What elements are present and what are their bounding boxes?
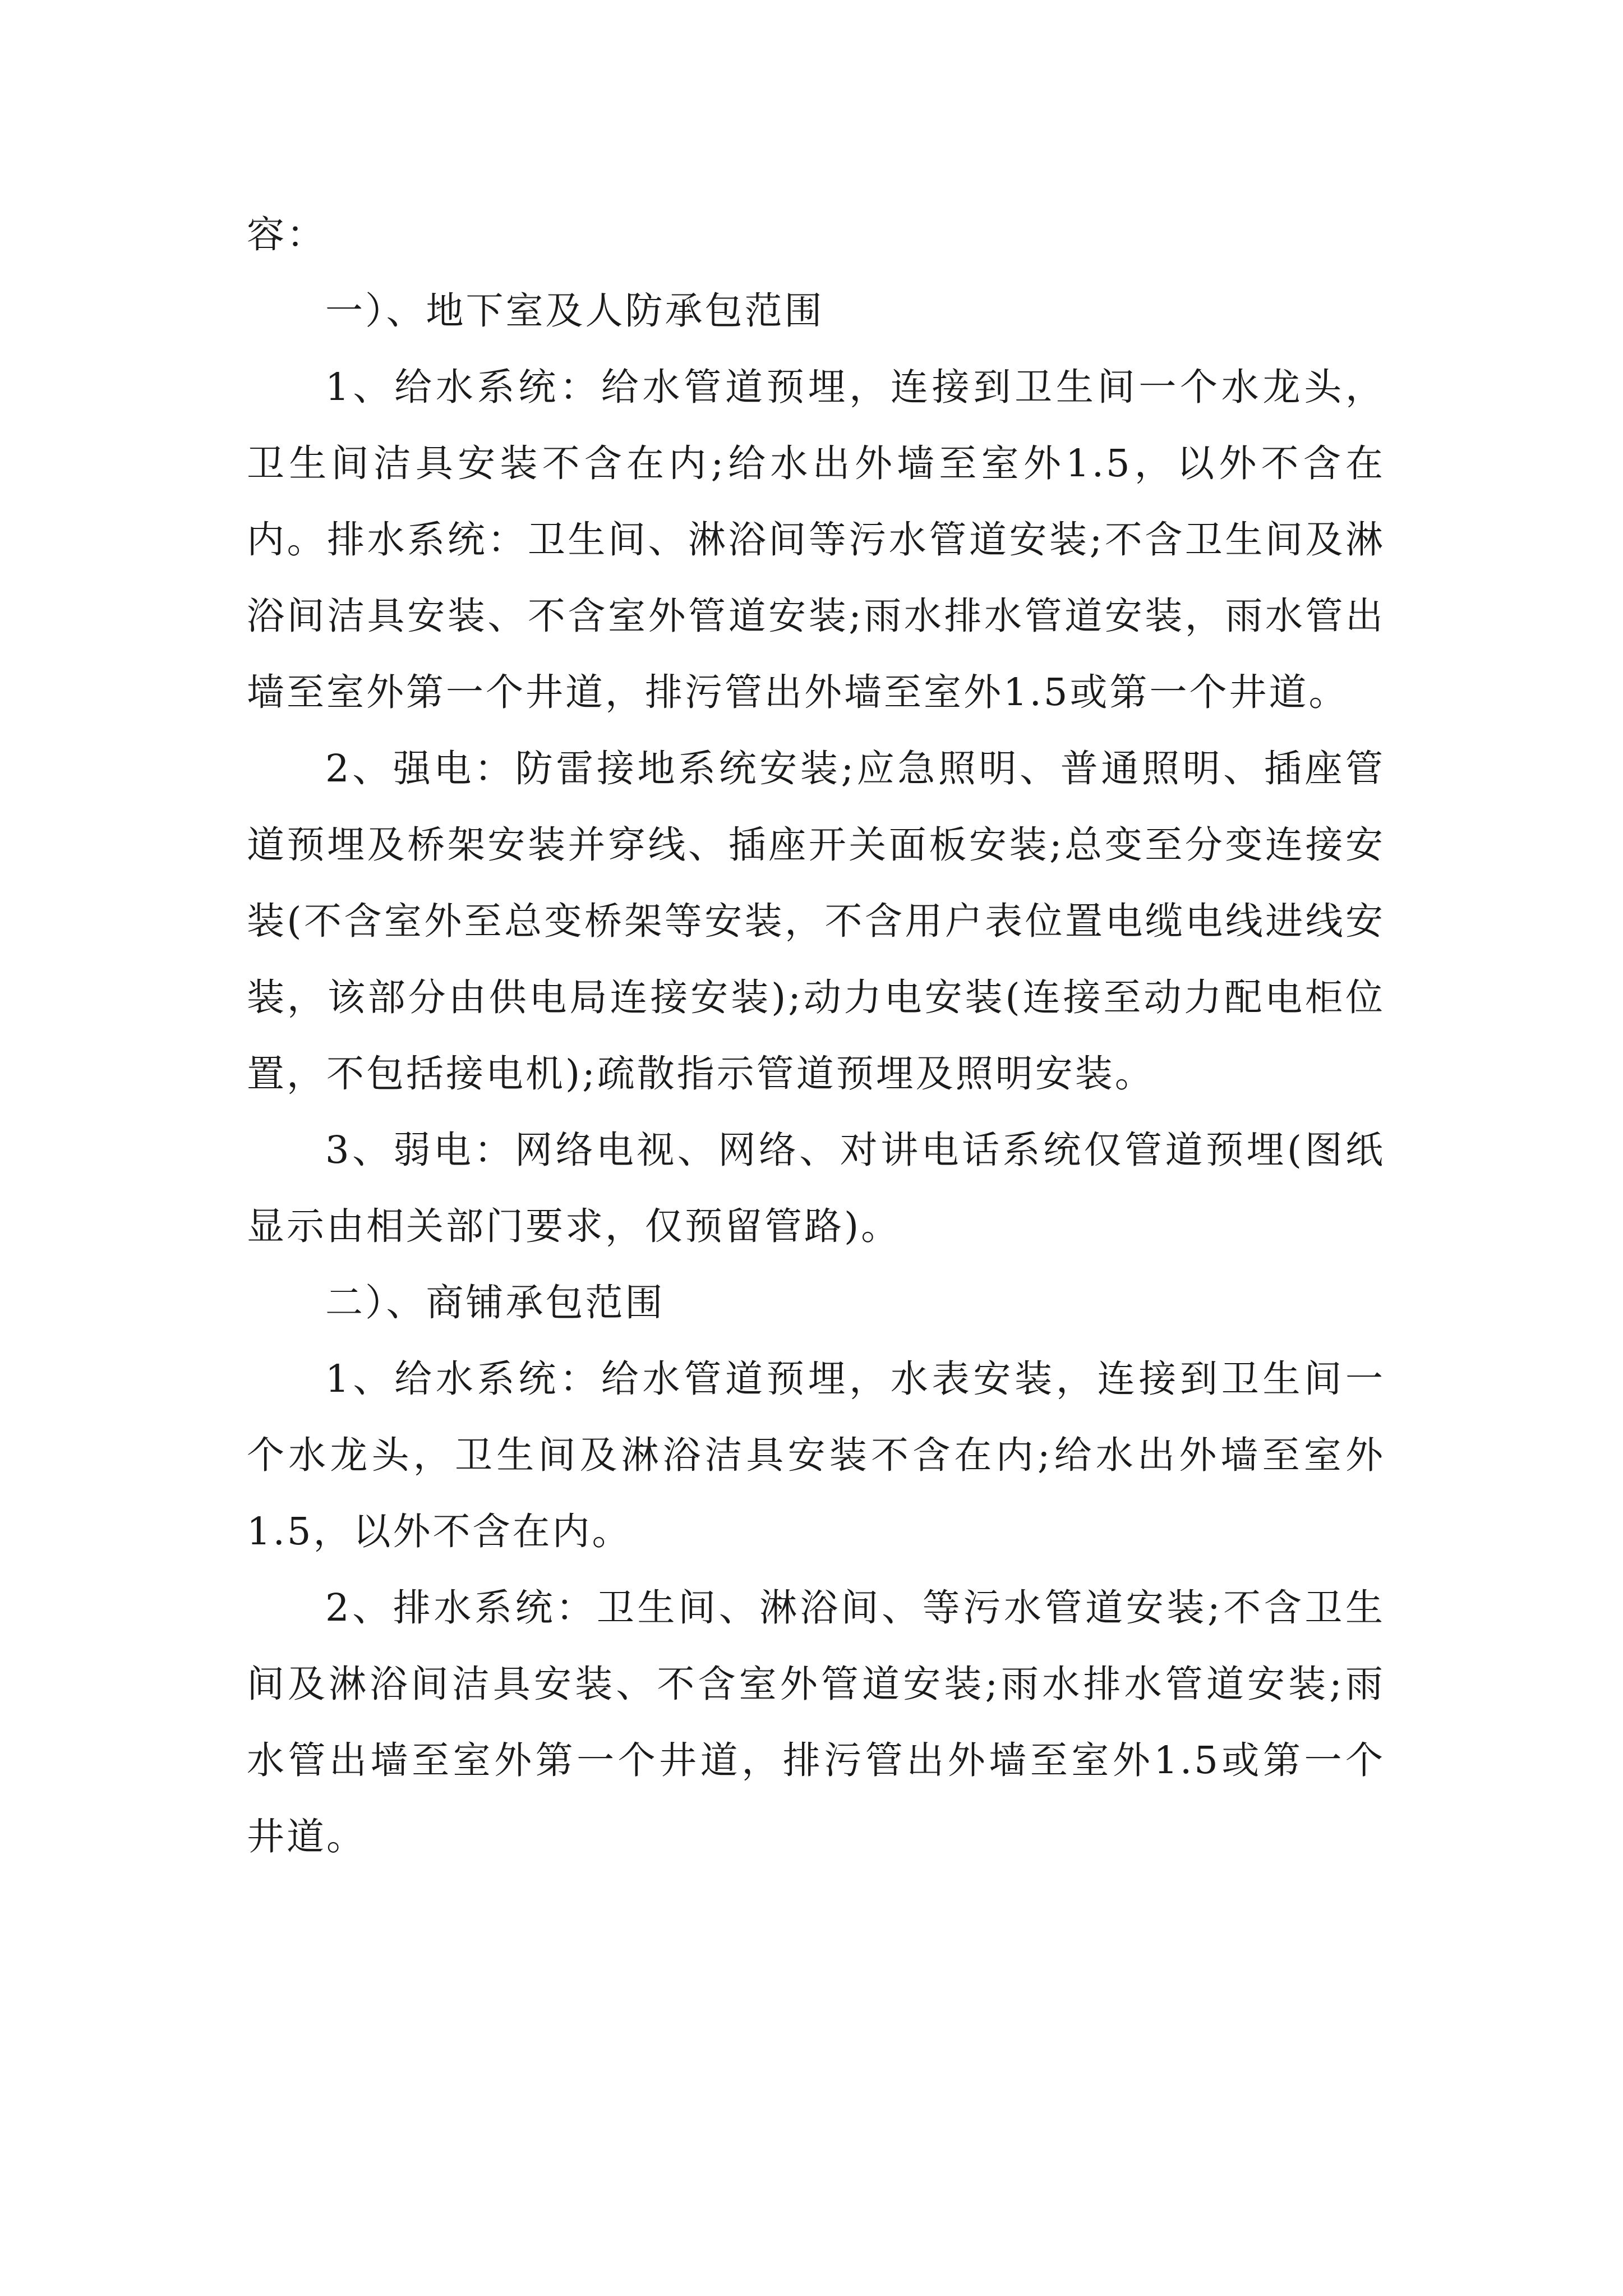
paragraph-shop-water-supply: 1、给水系统：给水管道预埋，水表安装，连接到卫生间一个水龙头，卫生间及淋浴洁具安装不含在内;给水出外墙至室外1.5，以外不含在内。 [247, 1357, 1385, 1553]
paragraph-strong-current: 2、强电：防雷接地系统安装;应急照明、普通照明、插座管道预埋及桥架安装并穿线、插座开关面板安装;总变至分变连接安装(不含室外至总变桥架等安装，不含用户表位置电缆电线进线安装，该部分由供电局连接安装);动力电安装(连接至动力配电柜位置，不包括接电机);疏散指示管道预埋及照明安装。 [247, 747, 1385, 1096]
paragraph-water-supply-drainage: 1、给水系统：给水管道预埋，连接到卫生间一个水龙头，卫生间洁具安装不含在内;给水出外墙至室外1.5，以外不含在内。排水系统：卫生间、淋浴间等污水管道安装;不含卫生间及淋浴间洁具安装、不含室外管道安装;雨水排水管道安装，雨水管出墙至室外第一个井道，排污管出外墙至室外1.5或第一个井道。 [247, 365, 1385, 714]
document-body [247, 196, 1385, 1875]
section-heading-shops: 二）、商铺承包范围 [325, 1281, 665, 1324]
paragraph-weak-current: 3、弱电：网络电视、网络、对讲电话系统仅管道预埋(图纸显示由相关部门要求，仅预留管路)。 [247, 1128, 1385, 1248]
paragraph-continuation: 容： [247, 213, 326, 256]
section-heading-basement: 一）、地下室及人防承包范围 [325, 289, 824, 333]
paragraph-shop-drainage: 2、排水系统：卫生间、淋浴间、等污水管道安装;不含卫生间及淋浴间洁具安装、不含室外管道安装;雨水排水管道安装;雨水管出墙至室外第一个井道，排污管出外墙至室外1.5或第一个井道。 [247, 1586, 1385, 1858]
